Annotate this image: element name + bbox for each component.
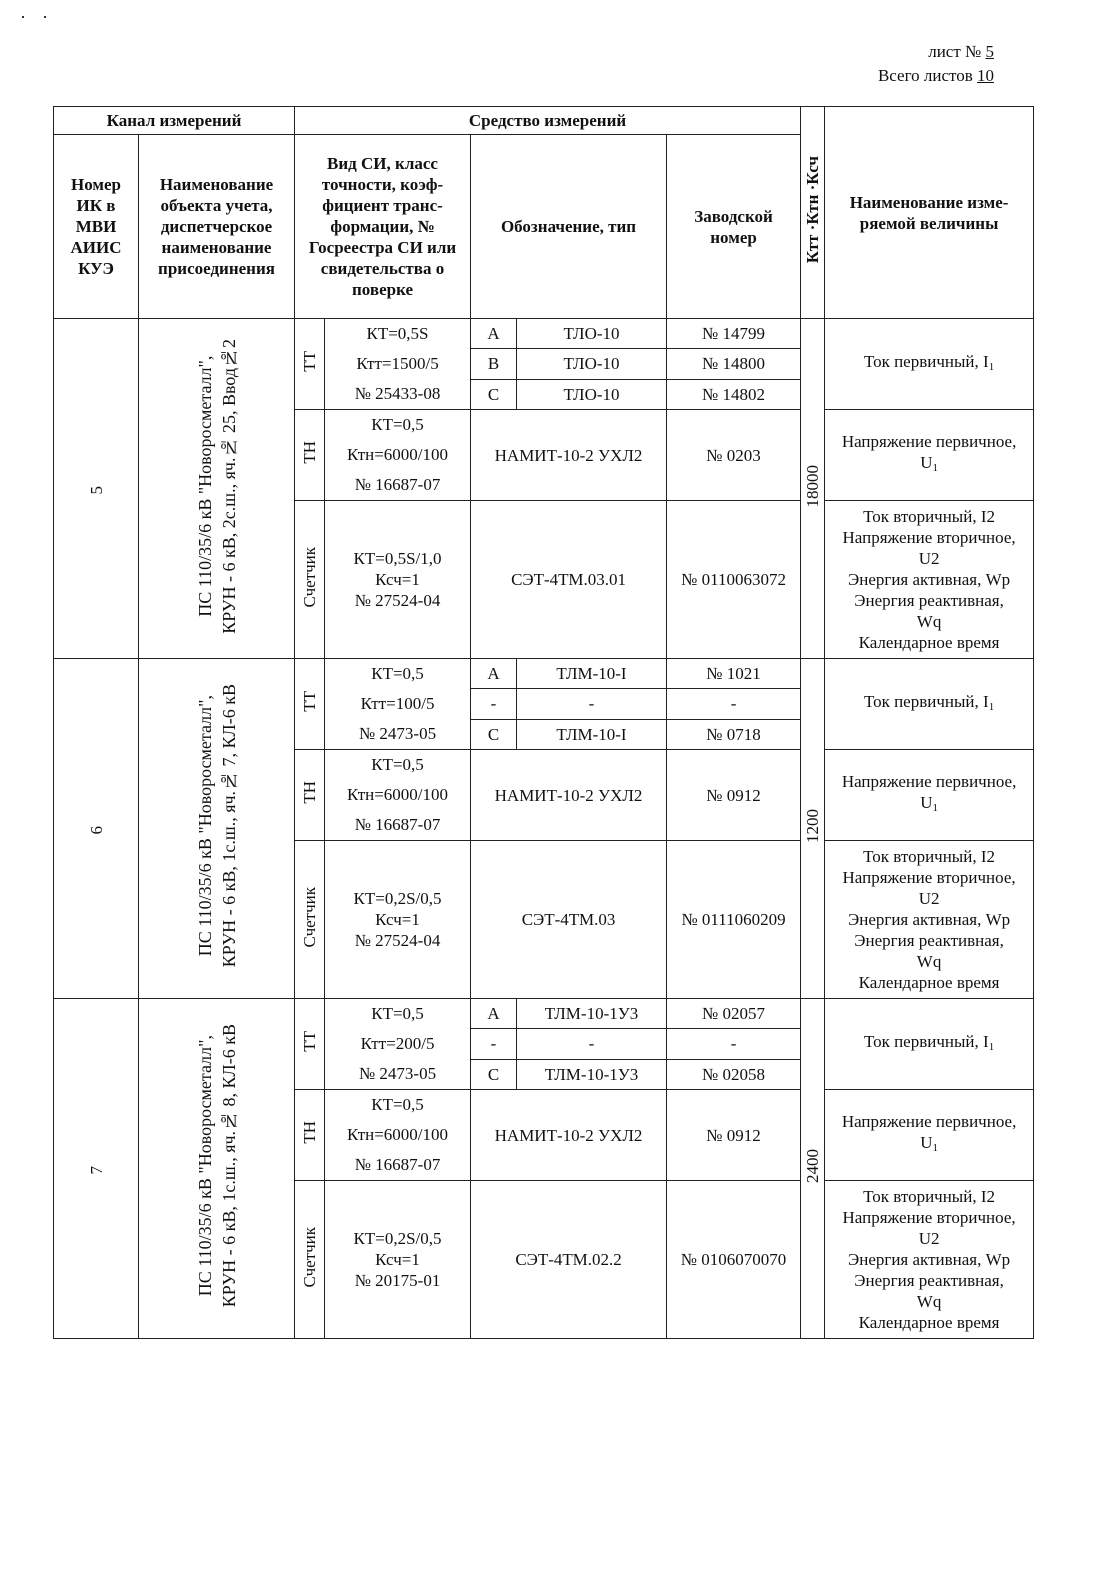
tt-type: - [517,1029,667,1059]
object-name-text [193,339,241,634]
tt-phase: - [471,1029,517,1059]
tt-phase: B [471,349,517,379]
meter-measured-line: Энергия активная, Wp [848,910,1011,929]
meter-measured [825,841,1034,999]
tn-ratio: Ктн=6000/100 [347,1125,449,1144]
tt-accuracy: КТ=0,5S [366,324,429,343]
meter-measured-line: Ток вторичный, I2 [863,507,995,526]
object-name-line1: ПС 110/35/6 кВ "Новоросметалл", [194,695,215,957]
meter-measured-line: Календарное время [858,973,1000,992]
tt-serial: - [667,689,801,719]
sheet-number-line [878,40,994,64]
object-name-text [193,684,241,967]
tn-serial: № 0912 [667,750,801,841]
tt-serial: № 14802 [667,379,801,409]
tt-type: - [517,689,667,719]
coef-value-text: 18000 [803,464,823,508]
meter-label [295,841,325,999]
tt-accuracy: КТ=0,5 [371,1004,424,1023]
tt-phase: A [471,999,517,1029]
tn-label-text: ТН [300,441,320,464]
object-name-text [193,1024,241,1307]
tt-serial: № 1021 [667,659,801,689]
meter-measured-line: Энергия реактивная, [854,931,1004,950]
tn-type: НАМИТ-10-2 УХЛ2 [471,750,667,841]
meter-registry: № 20175-01 [354,1271,441,1290]
col-header-designation: Обозначение, тип [471,135,667,319]
meter-measured-line: Энергия реактивная, [854,1271,1004,1290]
meter-registry: № 27524-04 [354,931,441,950]
col-header-serial: Заводской номер [667,135,801,319]
tt-ratio: Ктт=200/5 [360,1034,435,1053]
sheet-label: лист № [928,42,982,61]
col-header-ik-number: Номер ИК в МВИ АИИС КУЭ [54,135,139,319]
meter-type: СЭТ-4ТМ.02.2 [471,1181,667,1339]
tt-phase: A [471,659,517,689]
tt-measured: Ток первичный, $I_1$ [825,319,1034,410]
ik-number [54,319,139,659]
meter-measured-line: Ток вторичный, I2 [863,847,995,866]
ik-number-text: 5 [86,485,106,494]
tt-phase: C [471,719,517,749]
meter-params [325,1181,471,1339]
tt-phase: C [471,379,517,409]
tn-measured: Напряжение первичное, $U_1$ [825,410,1034,501]
meter-measured-line: Энергия реактивная, [854,591,1004,610]
meter-measured-line: Ток вторичный, I2 [863,1187,995,1206]
meter-label [295,501,325,659]
coef-value-text: 2400 [803,1149,823,1183]
tn-measured: Напряжение первичное, $U_1$ [825,750,1034,841]
meter-measured-line: U2 [918,889,940,908]
tt-type: ТЛМ-10-I [517,659,667,689]
group-header-instrument: Средство измерений [295,107,801,135]
meter-measured-line: U2 [918,549,940,568]
tn-label-text: ТН [300,781,320,804]
meter-accuracy: КТ=0,2S/0,5 [353,1229,442,1248]
tt-accuracy: КТ=0,5 [371,664,424,683]
meter-measured-line: Энергия активная, Wp [848,570,1011,589]
tt-registry: № 25433-08 [354,384,441,403]
tt-label [295,319,325,410]
ik-number [54,659,139,999]
tn-label [295,1090,325,1181]
meter-label-text: Счетчик [300,546,320,608]
tt-serial: № 14799 [667,319,801,349]
group-header-channel: Канал измерений [54,107,295,135]
tn-label [295,410,325,501]
object-name-line1: ПС 110/35/6 кВ "Новоросметалл", [194,1035,215,1297]
coef-value [801,319,825,659]
tn-serial: № 0912 [667,1090,801,1181]
tt-type: ТЛМ-10-1У3 [517,1059,667,1089]
tn-registry: № 16687-07 [354,815,441,834]
meter-measured-line: Wq [916,1292,942,1311]
meter-measured-line: Календарное время [858,633,1000,652]
meter-registry: № 27524-04 [354,591,441,610]
tt-serial: - [667,1029,801,1059]
meter-measured-line: Календарное время [858,1313,1000,1332]
coef-value-text: 1200 [803,809,823,843]
meter-serial: № 0110063072 [667,501,801,659]
tt-ratio: Ктт=100/5 [360,694,435,713]
tt-type: ТЛО-10 [517,379,667,409]
meter-accuracy: КТ=0,5S/1,0 [353,549,442,568]
tn-params [325,1090,471,1181]
total-number: 10 [977,66,994,85]
meter-measured-line: U2 [918,1229,940,1248]
tt-label-text: ТТ [300,691,320,712]
tt-type: ТЛМ-10-I [517,719,667,749]
tn-params [325,750,471,841]
tt-registry: № 2473-05 [358,724,437,743]
tt-measured: Ток первичный, $I_1$ [825,999,1034,1090]
meter-measured-line: Wq [916,612,942,631]
tt-serial: № 02058 [667,1059,801,1089]
meter-measured-line: Напряжение вторичное, [842,1208,1016,1227]
object-name [139,999,295,1339]
tt-params [325,659,471,750]
meter-params [325,501,471,659]
meter-coef: Ксч=1 [375,570,420,589]
object-name-line2: КРУН - 6 кВ, 2с.ш., яч.№ 25, Ввод№2 [218,338,239,634]
meter-label-text: Счетчик [300,886,320,948]
tt-label-text: ТТ [300,351,320,372]
meter-serial: № 0111060209 [667,841,801,999]
table-row [54,659,1034,689]
tt-registry: № 2473-05 [358,1064,437,1083]
tt-phase: C [471,1059,517,1089]
object-name-line1: ПС 110/35/6 кВ "Новоросметалл", [194,355,215,617]
meter-measured-line: Энергия активная, Wp [848,1250,1011,1269]
tt-label [295,999,325,1090]
meter-measured [825,501,1034,659]
tt-type: ТЛО-10 [517,349,667,379]
tn-accuracy: КТ=0,5 [371,755,424,774]
meter-serial: № 0106070070 [667,1181,801,1339]
total-label: Всего листов [877,66,973,85]
tn-ratio: Ктн=6000/100 [347,445,449,464]
tn-ratio: Ктн=6000/100 [347,785,449,804]
sheet-info [878,40,994,88]
tn-accuracy: КТ=0,5 [371,1095,424,1114]
tn-serial: № 0203 [667,410,801,501]
meter-measured [825,1181,1034,1339]
tn-measured: Напряжение первичное, $U_1$ [825,1090,1034,1181]
sheet-number: 5 [985,42,994,61]
meter-accuracy: КТ=0,2S/0,5 [353,889,442,908]
coef-value [801,659,825,999]
tt-label-text: ТТ [300,1031,320,1052]
meter-measured-line: Напряжение вторичное, [842,868,1016,887]
coef-value [801,999,825,1339]
tt-measured: Ток первичный, $I_1$ [825,659,1034,750]
col-header-measured: Наименование изме-ряемой величины [825,107,1034,319]
object-name-line2: КРУН - 6 кВ, 1с.ш., яч.№ 8, КЛ-6 кВ [218,1024,239,1308]
meter-label-text: Счетчик [300,1226,320,1288]
col-header-si-type: Вид СИ, класс точности, коэф-фициент транс-формации, № Госреестра СИ или свидетельства о поверке [295,135,471,319]
tn-accuracy: КТ=0,5 [371,415,424,434]
meter-coef: Ксч=1 [375,910,420,929]
tn-label [295,750,325,841]
tt-phase: A [471,319,517,349]
meter-type: СЭТ-4ТМ.03.01 [471,501,667,659]
tt-serial: № 02057 [667,999,801,1029]
tt-params [325,319,471,410]
object-name [139,319,295,659]
tn-type: НАМИТ-10-2 УХЛ2 [471,410,667,501]
tn-registry: № 16687-07 [354,475,441,494]
meter-measured-line: Напряжение вторичное, [842,528,1016,547]
tn-label-text: ТН [300,1121,320,1144]
tt-phase: - [471,689,517,719]
tn-type: НАМИТ-10-2 УХЛ2 [471,1090,667,1181]
ik-number-text: 7 [86,1165,106,1174]
tt-serial: № 14800 [667,349,801,379]
coef-header-text: Ктт ·Ктн ·Ксч [803,156,823,264]
tt-params [325,999,471,1090]
object-name-line2: КРУН - 6 кВ, 1с.ш., яч.№ 7, КЛ-6 кВ [218,684,239,968]
meter-label [295,1181,325,1339]
ik-number-text: 6 [86,825,106,834]
meter-type: СЭТ-4ТМ.03 [471,841,667,999]
table-row [54,999,1034,1029]
total-sheets-line [878,64,994,88]
col-header-coef [801,107,825,319]
tt-ratio: Ктт=1500/5 [356,354,439,373]
tt-serial: № 0718 [667,719,801,749]
object-name [139,659,295,999]
ik-number [54,999,139,1339]
tn-params [325,410,471,501]
scan-speck [44,16,46,18]
meter-measured-line: Wq [916,952,942,971]
tt-type: ТЛО-10 [517,319,667,349]
table-row [54,319,1034,349]
tn-registry: № 16687-07 [354,1155,441,1174]
col-header-object-name: Наименование объекта учета, диспетчерское наименование присоединения [139,135,295,319]
meter-coef: Ксч=1 [375,1250,420,1269]
scan-speck [22,16,24,18]
measurement-channels-table [53,106,1034,1339]
meter-params [325,841,471,999]
tt-label [295,659,325,750]
tt-type: ТЛМ-10-1У3 [517,999,667,1029]
